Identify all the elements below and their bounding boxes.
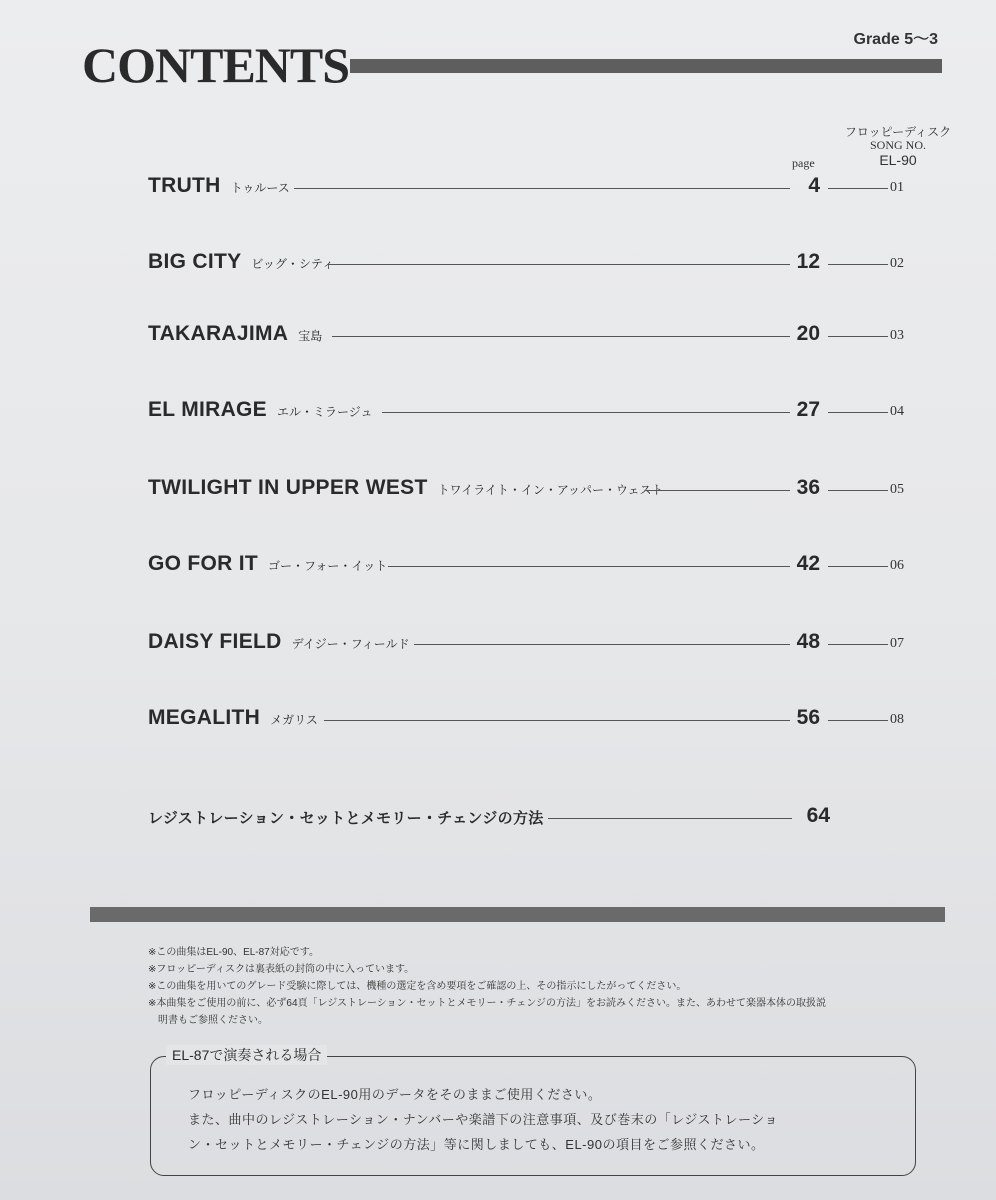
leader-line <box>828 336 888 337</box>
toc-title: TWILIGHT IN UPPER WEST トワイライト・イン・アッパー・ウェスト <box>148 476 664 499</box>
toc-page-number: 20 <box>796 322 820 345</box>
el87-box-body <box>188 1082 888 1157</box>
leader-line <box>382 412 790 413</box>
note-item: ※フロッピーディスクは裏表紙の封筒の中に入っています。 <box>148 964 415 975</box>
toc-kana: 宝島 <box>298 329 323 343</box>
toc-title: BIG CITY ビッグ・シティ <box>148 250 334 273</box>
toc-page-number: 36 <box>796 476 820 499</box>
toc-page-number: 48 <box>796 630 820 653</box>
leader-line <box>414 644 790 645</box>
note-item: 明書もご参照ください。 <box>158 1015 268 1026</box>
note-item: ※この曲集はEL-90、EL-87対応です。 <box>148 947 319 958</box>
leader-line <box>828 720 888 721</box>
toc-title: GO FOR IT ゴー・フォー・イット <box>148 552 388 575</box>
toc-kana: メガリス <box>270 713 318 727</box>
leader-line <box>294 188 790 189</box>
page-column-label: page <box>792 156 815 170</box>
toc-song-number: 08 <box>890 712 904 727</box>
page-title: CONTENTS <box>82 37 350 93</box>
toc-entry-takarajima[interactable] <box>148 316 938 346</box>
toc-page-number: 4 <box>808 174 820 197</box>
song-no-label: SONG NO. <box>869 138 926 152</box>
toc-song-number: 07 <box>890 636 904 651</box>
toc-title: EL MIRAGE エル・ミラージュ <box>148 398 373 421</box>
toc-entry-el-mirage[interactable] <box>148 392 938 422</box>
toc-page-number: 12 <box>796 250 820 273</box>
toc-song-number: 05 <box>890 482 904 497</box>
toc-song-number: 03 <box>890 328 904 343</box>
toc-entry-truth[interactable] <box>148 168 938 198</box>
toc-song-number: 02 <box>890 256 904 271</box>
note-item: ※この曲集を用いてのグレード受験に際しては、機種の選定を含め要項をご確認の上、その指示にしたがってください。 <box>148 981 687 992</box>
leader-line <box>328 264 790 265</box>
leader-line <box>548 818 792 819</box>
toc-entry-megalith[interactable] <box>148 700 938 730</box>
el87-box-label: EL-87で演奏される場合 <box>166 1045 327 1065</box>
leader-line <box>332 336 790 337</box>
toc-entry-big-city[interactable] <box>148 244 938 274</box>
leader-line <box>324 720 790 721</box>
toc-page-number: 27 <box>796 398 820 421</box>
toc-page-number: 56 <box>796 706 820 729</box>
toc-kana: エル・ミラージュ <box>277 405 373 419</box>
toc-title: MEGALITH メガリス <box>148 706 318 729</box>
toc-song-number: 01 <box>890 180 904 195</box>
box-line: ン・セットとメモリー・チェンジの方法」等に関しましても、EL-90の項目をご参照ください。 <box>188 1137 765 1152</box>
toc-entry-go-for-it[interactable] <box>148 546 938 576</box>
leader-line <box>828 188 888 189</box>
toc-song-number: 06 <box>890 558 904 573</box>
leader-line <box>828 490 888 491</box>
toc-song-number: 04 <box>890 404 904 419</box>
toc-kana: トワイライト・イン・アッパー・ウェスト <box>437 483 664 497</box>
leader-line <box>388 566 790 567</box>
box-line: また、曲中のレジストレーション・ナンバーや楽譜下の注意事項、及び巻末の「レジストレーショ <box>188 1112 778 1127</box>
leader-line <box>828 264 888 265</box>
box-line: フロッピーディスクのEL-90用のデータをそのままご使用ください。 <box>188 1087 602 1102</box>
toc-title: TAKARAJIMA 宝島 <box>148 322 323 345</box>
toc-entry-registration[interactable] <box>148 798 938 828</box>
toc-page-number: 64 <box>806 804 830 827</box>
note-item: ※本曲集をご使用の前に、必ず64頁「レジストレーション・セットとメモリー・チェンジの方法」をお読みください。また、あわせて楽器本体の取扱説 <box>148 998 827 1009</box>
toc-title: TRUTH トゥルース <box>148 174 290 197</box>
footer-rule <box>90 907 945 922</box>
grade-label: Grade 5～3 <box>853 31 938 48</box>
model-label: EL-90 <box>879 152 917 168</box>
toc-page-number: 42 <box>796 552 820 575</box>
title-rule <box>350 59 942 73</box>
toc-kana: ビッグ・シティ <box>251 257 334 271</box>
leader-line <box>828 566 888 567</box>
leader-line <box>828 412 888 413</box>
floppy-header <box>838 126 958 169</box>
floppy-label: フロッピーディスク <box>844 125 952 139</box>
toc-kana: トゥルース <box>230 181 290 195</box>
leader-line <box>828 644 888 645</box>
toc-kana: デイジー・フィールド <box>291 637 410 651</box>
toc-title: レジストレーション・セットとメモリー・チェンジの方法 <box>148 810 544 827</box>
toc-title: DAISY FIELD デイジー・フィールド <box>148 630 410 653</box>
notes-list <box>148 944 948 1029</box>
toc-entry-daisy-field[interactable] <box>148 624 938 654</box>
toc-entry-twilight-in-upper-west[interactable] <box>148 470 938 500</box>
toc-kana: ゴー・フォー・イット <box>268 559 388 573</box>
